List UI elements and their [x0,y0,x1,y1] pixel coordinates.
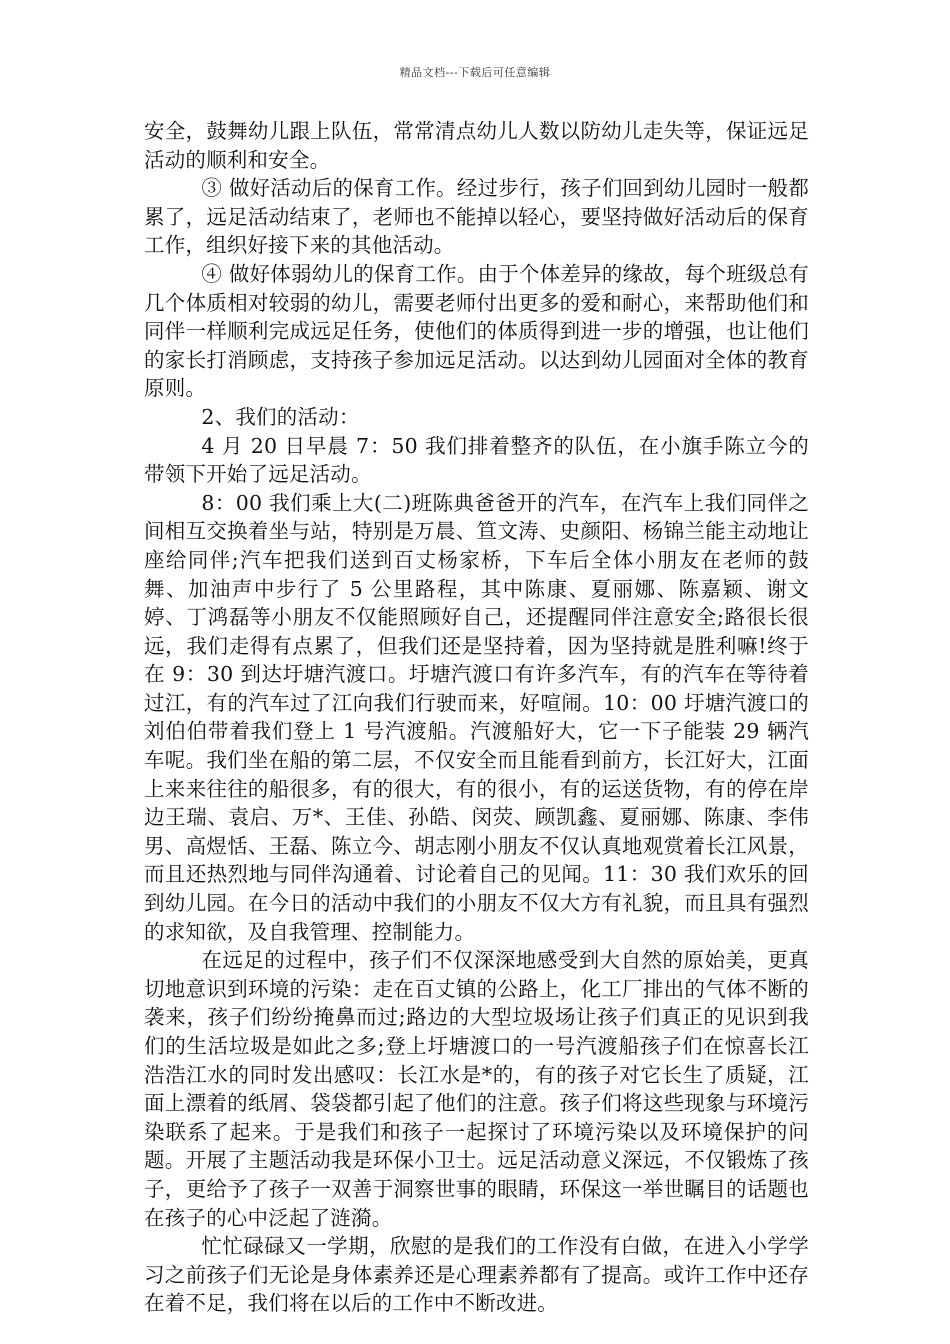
paragraph-after-activity-care: ③ 做好活动后的保育工作。经过步行，孩子们回到幼儿园时一般都累了，远足活动结束了，老师也不能掉以轻心，要坚持做好活动后的保育工作，组织好接下来的其他活动。 [144,176,809,258]
page-header: 精品文档---下载后可任意编辑 [399,66,551,79]
paragraph-journey: 8：00 我们乘上大(二)班陈典爸爸开的汽车，在汽车上我们同伴之间相互交换着坐与站，特别是万晨、笪文涛、史颜阳、杨锦兰能主动地让座给同伴;汽车把我们送到百丈杨家桥，下车后全体小朋友在老师的鼓舞、加油声中步行了 5 公里路程，其中陈康、夏丽娜、陈嘉颖、谢文婷、丁鸿磊等小朋友不仅能照顾好自己，还提醒同伴注意安全;路很长很远，我们走得有点累了，但我们还是坚持着，因为坚持就是胜利嘛!终于在 9：30 到达圩塘汽渡口。圩塘汽渡口有许多汽车，有的汽车在等待着过江，有的汽车过了江向我们行驶而来，好喧闹。10：00 圩塘汽渡口的刘伯伯带着我们登上 1 号汽渡船。汽渡船好大，它一下子能装 29 辆汽车呢。我们坐在船的第二层，不仅安全而且能看到前方，长江好大，江面上来来往往的船很多，有的很大，有的很小，有的运送货物，有的停在岸边王瑞、袁启、万*、王佳、孙皓、闵荧、顾凯鑫、夏丽娜、陈康、李伟男、高煜恬、王磊、陈立今、胡志刚小朋友不仅认真地观赏着长江风景，而且还热烈地与同伴沟通着、讨论着自己的见闻。11：30 我们欢乐的回到幼儿园。在今日的活动中我们的小朋友不仅大方有礼貌，而且具有强烈的求知欲，及自我管理、控制能力。 [144,490,809,944]
paragraph-departure: 4 月 20 日早晨 7：50 我们排着整齐的队伍，在小旗手陈立今的带领下开始了远足活动。 [144,433,809,487]
section-heading-our-activity: 2、我们的活动： [201,404,360,429]
paragraph-environment: 在远足的过程中，孩子们不仅深深地感受到大自然的原始美，更真切地意识到环境的污染：走在百丈镇的公路上，化工厂排出的气体不断的袭来，孩子们纷纷掩鼻而过;路边的大型垃圾场让孩子们真正的见识到我们的生活垃圾是如此之多;登上圩塘渡口的一号汽渡船孩子们在惊喜长江浩浩江水的同时发出感叹：长江水是*的，有的孩子对它长生了质疑，江面上漂着的纸屑、袋袋都引起了他们的注意。孩子们将这些现象与环境污染联系了起来。于是我们和孩子一起探讨了环境污染以及环境保护的问题。开展了主题活动我是环保小卫士。远足活动意义深远，不仅锻炼了孩子，更给予了孩子一双善于洞察世事的眼睛，环保这一举世瞩目的话题也在孩子的心中泛起了涟漪。 [144,948,809,1230]
paragraph-conclusion: 忙忙碌碌又一学期，欣慰的是我们的工作没有白做，在进入小学学习之前孩子们无论是身体素养还是心理素养都有了提高。或许工作中还存在着不足，我们将在以后的工作中不断改进。 [144,1234,809,1316]
paragraph-safety-continued: 安全，鼓舞幼儿跟上队伍，常常清点幼儿人数以防幼儿走失等，保证远足活动的顺利和安全。 [144,119,809,172]
document-body [144,117,809,1318]
paragraph-weak-children-care: ④ 做好体弱幼儿的保育工作。由于个体差异的缘故，每个班级总有几个体质相对较弱的幼儿，需要老师付出更多的爱和耐心，来帮助他们和同伴一样顺利完成远足任务，使他们的体质得到进一步的增强，也让他们的家长打消顾虑，支持孩子参加远足活动。以达到幼儿园面对全体的教育原则。 [144,261,809,401]
